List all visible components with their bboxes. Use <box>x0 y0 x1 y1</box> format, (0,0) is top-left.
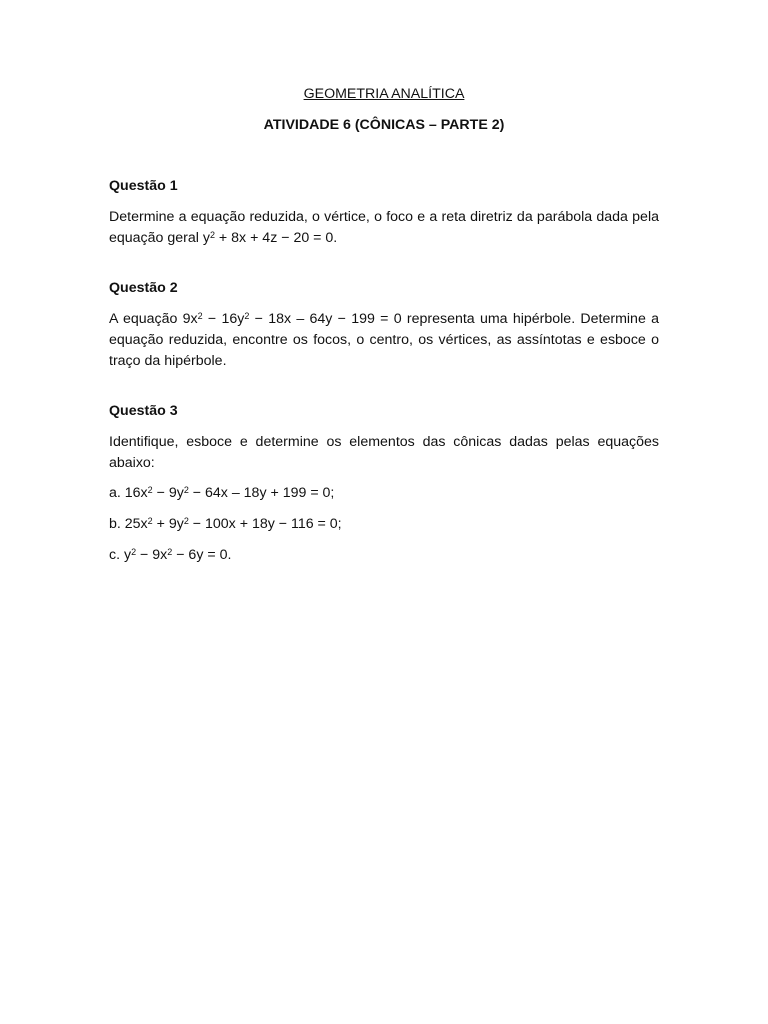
activity-title: ATIVIDADE 6 (CÔNICAS – PARTE 2) <box>263 117 505 133</box>
equation-part: − 64x – 18y + 199 = 0; <box>188 485 335 501</box>
exponent: 2 <box>167 547 173 557</box>
equation-part: − 6y = 0. <box>172 547 232 563</box>
question-2-text <box>109 309 659 372</box>
exponent: 2 <box>131 547 137 557</box>
equation-item-c <box>109 546 659 564</box>
equation-part: − 9y <box>152 485 184 501</box>
question-2-text-part: A equação 9x <box>109 311 198 327</box>
exponent: 2 <box>183 485 189 495</box>
equation-part: − 9x <box>136 547 168 563</box>
equation-item-a <box>109 484 659 502</box>
question-2-text-part: − 16y <box>202 311 245 327</box>
exponent: 2 <box>183 516 189 526</box>
question-1 <box>109 177 659 249</box>
equation-part: a. 16x <box>109 485 148 501</box>
question-1-text <box>109 207 659 249</box>
question-3-heading: Questão 3 <box>109 403 178 419</box>
equation-part: + 9y <box>152 516 184 532</box>
equation-part: c. y <box>109 547 132 563</box>
question-2-heading: Questão 2 <box>109 280 178 296</box>
question-2-text-part: − 18x – 64y − 199 = 0 representa uma hipérbole. Determine a equação reduzida, encontre os focos, o centro, os vértices, as assíntotas e esboce o traço da hipérbole. <box>109 311 660 369</box>
exponent: 2 <box>147 485 153 495</box>
equation-part: − 100x + 18y − 116 = 0; <box>188 516 342 532</box>
question-1-heading: Questão 1 <box>109 178 178 194</box>
course-title: GEOMETRIA ANALÍTICA <box>303 86 465 102</box>
exponent: 2 <box>197 311 203 321</box>
exponent: 2 <box>244 311 250 321</box>
exponent: 2 <box>147 516 153 526</box>
question-3 <box>109 402 659 564</box>
equation-item-b <box>109 515 659 533</box>
question-1-text-part: + 8x + 4z − 20 = 0. <box>214 230 338 246</box>
exponent: 2 <box>209 230 215 240</box>
question-1-text-part: Determine a equação reduzida, o vértice, o foco e a reta diretriz da parábola dada pela equação geral y <box>109 209 659 246</box>
equation-part: b. 25x <box>109 516 148 532</box>
question-2 <box>109 279 659 372</box>
question-3-text: Identifique, esboce e determine os elementos das cônicas dadas pelas equações abaixo: <box>109 434 659 471</box>
